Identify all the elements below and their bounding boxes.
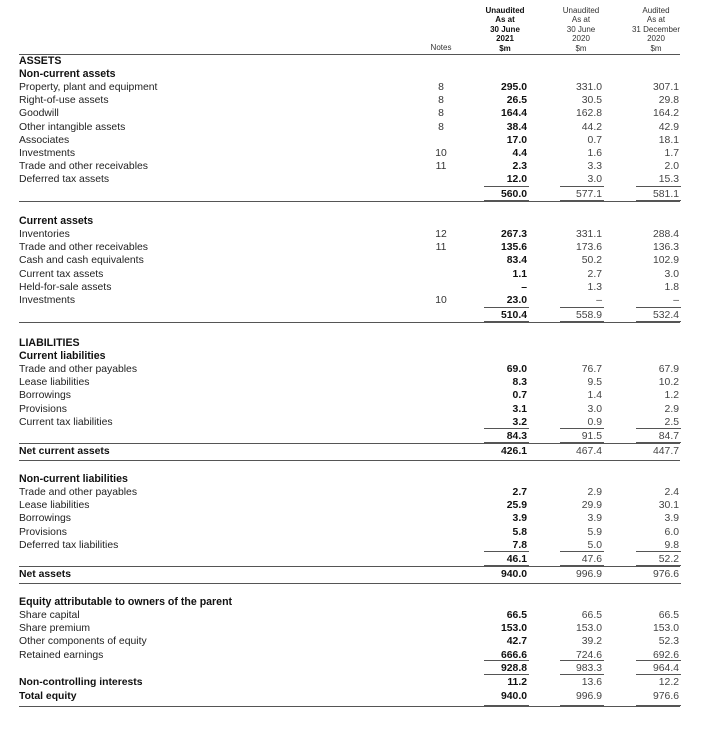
table-row bbox=[0, 81, 714, 94]
row-label: Net current assets bbox=[19, 446, 110, 457]
value-2021: 5.8 bbox=[512, 526, 527, 538]
value-december-2020: 307.1 bbox=[652, 82, 679, 93]
row-label: Associates bbox=[19, 134, 70, 146]
value-december-2020: 976.6 bbox=[652, 691, 679, 702]
rule-line bbox=[484, 660, 529, 661]
value-june-2020: 467.4 bbox=[575, 446, 602, 457]
value-2021: 42.7 bbox=[506, 636, 527, 648]
liabilities-title: LIABILITIES bbox=[19, 337, 80, 349]
table-row bbox=[0, 376, 714, 389]
table-row bbox=[0, 499, 714, 512]
rule-line bbox=[484, 674, 529, 675]
table-row bbox=[0, 254, 714, 267]
value-december-2020: 15.3 bbox=[658, 174, 679, 186]
table-row bbox=[0, 389, 714, 402]
value-december-2020: 30.1 bbox=[658, 500, 679, 512]
table-row bbox=[0, 134, 714, 147]
value-december-2020: 164.2 bbox=[652, 108, 679, 120]
value-2021: 7.8 bbox=[512, 539, 527, 551]
value-june-2020: 996.9 bbox=[575, 691, 602, 702]
header-line: As at bbox=[571, 15, 591, 25]
value-june-2020: 39.2 bbox=[581, 636, 602, 648]
non-current-assets-title: Non-current assets bbox=[19, 68, 116, 80]
value-december-2020: 18.1 bbox=[658, 134, 679, 146]
row-label: Inventories bbox=[19, 229, 70, 240]
value-december-2020: 692.6 bbox=[652, 649, 679, 661]
value-june-2020: 50.2 bbox=[581, 255, 602, 267]
rule-line bbox=[636, 307, 681, 308]
value-june-2020: 2.7 bbox=[587, 268, 602, 280]
value-december-2020: 12.2 bbox=[658, 677, 679, 688]
row-label: Deferred tax assets bbox=[19, 174, 110, 186]
value-june-2020: 44.2 bbox=[581, 121, 602, 133]
value-june-2020: 331.1 bbox=[575, 229, 602, 240]
row-label: Borrowings bbox=[19, 390, 71, 402]
header-rule bbox=[19, 54, 680, 55]
table-row bbox=[0, 445, 714, 458]
value-2021: 0.7 bbox=[512, 390, 527, 402]
row-note: 11 bbox=[435, 161, 447, 173]
table-row bbox=[0, 690, 714, 703]
value-june-2020: 91.5 bbox=[581, 431, 602, 442]
table-row bbox=[0, 526, 714, 539]
table-row bbox=[0, 416, 714, 429]
value-june-2020: 331.0 bbox=[575, 82, 602, 93]
rule-line bbox=[560, 583, 604, 584]
value-june-2020: 0.7 bbox=[587, 134, 602, 146]
table-row bbox=[0, 486, 714, 499]
value-june-2020: 3.0 bbox=[587, 174, 602, 186]
value-2021: 84.3 bbox=[506, 431, 527, 442]
value-december-2020: 84.7 bbox=[658, 431, 679, 442]
value-2021: 940.0 bbox=[500, 569, 527, 580]
value-december-2020: 1.2 bbox=[664, 390, 679, 402]
value-december-2020: 153.0 bbox=[652, 623, 679, 635]
rule-line bbox=[560, 660, 604, 661]
row-note: 8 bbox=[438, 108, 444, 120]
value-december-2020: 29.8 bbox=[658, 95, 679, 107]
value-june-2020: 3.9 bbox=[587, 513, 602, 525]
value-december-2020: 52.3 bbox=[658, 636, 679, 648]
rule-line bbox=[636, 551, 681, 552]
value-2021: 135.6 bbox=[500, 242, 527, 254]
value-december-2020: 6.0 bbox=[664, 526, 679, 538]
value-december-2020: – bbox=[673, 295, 679, 306]
table-row bbox=[0, 430, 714, 443]
current-liabilities-title: Current liabilities bbox=[19, 350, 106, 362]
rule-line bbox=[19, 201, 680, 202]
row-note: 10 bbox=[435, 148, 447, 159]
value-2021: 295.0 bbox=[500, 82, 527, 93]
value-june-2020: 1.3 bbox=[587, 281, 602, 293]
row-label: Share capital bbox=[19, 610, 80, 621]
value-2021: 4.4 bbox=[512, 148, 527, 159]
table-row bbox=[0, 649, 714, 662]
value-june-2020: 558.9 bbox=[575, 310, 602, 321]
table-row bbox=[0, 635, 714, 648]
equity-title: Equity attributable to owners of the parent bbox=[19, 596, 233, 608]
table-row bbox=[0, 622, 714, 635]
rule-line bbox=[19, 322, 680, 323]
value-december-2020: 3.0 bbox=[664, 268, 679, 280]
row-note: 8 bbox=[438, 121, 444, 133]
table-row bbox=[0, 676, 714, 689]
value-2021: 38.4 bbox=[506, 121, 527, 133]
value-june-2020: 47.6 bbox=[581, 554, 602, 565]
value-2021: 69.0 bbox=[506, 364, 527, 375]
value-december-2020: 288.4 bbox=[652, 229, 679, 240]
table-row bbox=[0, 147, 714, 160]
value-2021: 23.0 bbox=[506, 295, 527, 306]
table-row bbox=[0, 241, 714, 254]
column-header-2021 bbox=[474, 6, 536, 53]
value-2021: 3.9 bbox=[512, 513, 527, 525]
header-line: 2021 bbox=[496, 34, 514, 44]
row-label: Goodwill bbox=[19, 108, 59, 120]
value-june-2020: 30.5 bbox=[581, 95, 602, 107]
value-june-2020: 5.9 bbox=[587, 526, 602, 538]
value-2021: 83.4 bbox=[506, 255, 527, 267]
table-row bbox=[0, 309, 714, 322]
rule-line bbox=[560, 551, 604, 552]
row-label: Current tax liabilities bbox=[19, 416, 113, 428]
value-december-2020: 136.3 bbox=[652, 242, 679, 254]
value-june-2020: 0.9 bbox=[587, 416, 602, 428]
rule-line bbox=[484, 428, 529, 429]
rule-line bbox=[560, 705, 604, 706]
value-december-2020: 9.8 bbox=[664, 539, 679, 551]
value-2021: 1.1 bbox=[512, 268, 527, 280]
header-line: As at bbox=[646, 15, 666, 25]
value-december-2020: 1.8 bbox=[664, 281, 679, 293]
value-june-2020: 3.0 bbox=[587, 403, 602, 415]
rule-line bbox=[560, 428, 604, 429]
value-2021: 940.0 bbox=[500, 691, 527, 702]
row-label: Borrowings bbox=[19, 513, 71, 525]
value-december-2020: 2.4 bbox=[664, 487, 679, 498]
value-june-2020: 13.6 bbox=[581, 677, 602, 688]
value-2021: 2.7 bbox=[512, 487, 527, 498]
value-2021: 666.6 bbox=[500, 649, 527, 661]
value-2021: 3.1 bbox=[512, 403, 527, 415]
header-line: 30 June bbox=[566, 24, 596, 34]
value-december-2020: 3.9 bbox=[664, 513, 679, 525]
table-row bbox=[0, 662, 714, 675]
notes-header: Notes bbox=[430, 43, 452, 52]
row-label: Cash and cash equivalents bbox=[19, 255, 144, 267]
header-line: 30 June bbox=[490, 24, 520, 34]
row-label: Share premium bbox=[19, 623, 91, 635]
row-label: Property, plant and equipment bbox=[19, 82, 158, 93]
value-june-2020: 724.6 bbox=[575, 649, 602, 661]
row-label: Total equity bbox=[19, 691, 77, 702]
header-line: As at bbox=[495, 15, 515, 25]
value-june-2020: 996.9 bbox=[575, 569, 602, 580]
value-december-2020: 102.9 bbox=[652, 255, 679, 267]
column-header-june-2020 bbox=[550, 6, 612, 53]
value-june-2020: 162.8 bbox=[575, 108, 602, 120]
rule-line bbox=[484, 186, 529, 187]
table-row bbox=[0, 188, 714, 201]
row-label: Trade and other payables bbox=[19, 364, 138, 375]
value-june-2020: 173.6 bbox=[575, 242, 602, 254]
rule-line bbox=[560, 307, 604, 308]
row-label: Retained earnings bbox=[19, 649, 104, 661]
table-row bbox=[0, 121, 714, 134]
non-current-liabilities-title: Non-current liabilities bbox=[19, 473, 128, 485]
value-2021: 164.4 bbox=[500, 108, 527, 120]
rule-line bbox=[636, 705, 681, 706]
table-row bbox=[0, 363, 714, 376]
row-label: Provisions bbox=[19, 403, 67, 415]
row-label: Trade and other receivables bbox=[19, 161, 148, 173]
table-row bbox=[0, 512, 714, 525]
value-2021: 2.3 bbox=[512, 161, 527, 173]
header-line: $m bbox=[575, 43, 587, 53]
row-label: Current tax assets bbox=[19, 268, 104, 280]
rule-line bbox=[636, 583, 681, 584]
value-december-2020: 976.6 bbox=[652, 569, 679, 580]
value-2021: 510.4 bbox=[500, 310, 527, 321]
row-label: Right-of-use assets bbox=[19, 95, 109, 107]
table-row bbox=[0, 160, 714, 173]
value-june-2020: 5.0 bbox=[587, 539, 602, 551]
header-line: $m bbox=[650, 43, 662, 53]
rule-line bbox=[484, 307, 529, 308]
row-note: 12 bbox=[435, 229, 447, 240]
value-2021: 3.2 bbox=[512, 416, 527, 428]
value-june-2020: 3.3 bbox=[587, 161, 602, 173]
value-june-2020: 76.7 bbox=[581, 364, 602, 375]
row-label: Other intangible assets bbox=[19, 121, 126, 133]
table-row bbox=[0, 609, 714, 622]
value-june-2020: 983.3 bbox=[575, 663, 602, 674]
row-label: Deferred tax liabilities bbox=[19, 539, 119, 551]
value-2021: 560.0 bbox=[500, 189, 527, 200]
row-label: Investments bbox=[19, 295, 76, 306]
table-row bbox=[0, 268, 714, 281]
rule-line bbox=[484, 583, 529, 584]
value-december-2020: 532.4 bbox=[652, 310, 679, 321]
value-2021: 46.1 bbox=[506, 554, 527, 565]
rule-line bbox=[636, 428, 681, 429]
rule-line bbox=[636, 186, 681, 187]
header-line: 31 December bbox=[631, 24, 681, 34]
value-june-2020: 153.0 bbox=[575, 623, 602, 635]
value-june-2020: 9.5 bbox=[587, 377, 602, 389]
table-row bbox=[0, 539, 714, 552]
value-2021: 26.5 bbox=[506, 95, 527, 107]
value-2021: 12.0 bbox=[506, 174, 527, 186]
header-line: Unaudited bbox=[485, 6, 525, 15]
row-label: Lease liabilities bbox=[19, 500, 90, 512]
rule-line bbox=[560, 674, 604, 675]
value-december-2020: 66.5 bbox=[658, 610, 679, 621]
table-row bbox=[0, 107, 714, 120]
value-december-2020: 2.5 bbox=[664, 416, 679, 428]
value-june-2020: 577.1 bbox=[575, 189, 602, 200]
row-note: 8 bbox=[438, 95, 444, 107]
row-label: Provisions bbox=[19, 526, 67, 538]
value-december-2020: 2.9 bbox=[664, 403, 679, 415]
header-line: Audited bbox=[642, 6, 670, 15]
row-note: 8 bbox=[438, 82, 444, 93]
row-note: 11 bbox=[435, 242, 447, 254]
value-june-2020: 66.5 bbox=[581, 610, 602, 621]
row-label: Trade and other receivables bbox=[19, 242, 148, 254]
column-header-december-2020 bbox=[616, 6, 696, 53]
value-2021: 426.1 bbox=[500, 446, 527, 457]
value-december-2020: 1.7 bbox=[664, 148, 679, 159]
row-label: Non-controlling interests bbox=[19, 677, 143, 688]
header-line: 2020 bbox=[647, 34, 665, 44]
row-note: 10 bbox=[435, 295, 447, 306]
rule-line bbox=[19, 460, 680, 461]
header-line: 2020 bbox=[572, 34, 590, 44]
value-june-2020: 1.6 bbox=[587, 148, 602, 159]
value-2021: 25.9 bbox=[506, 500, 527, 512]
value-june-2020: 2.9 bbox=[587, 487, 602, 498]
value-2021: 267.3 bbox=[500, 229, 527, 240]
value-december-2020: 964.4 bbox=[652, 663, 679, 674]
value-december-2020: 52.2 bbox=[658, 554, 679, 565]
table-row bbox=[0, 281, 714, 294]
table-row bbox=[0, 403, 714, 416]
value-2021: 928.8 bbox=[500, 663, 527, 674]
row-label: Net assets bbox=[19, 569, 71, 580]
current-assets-title: Current assets bbox=[19, 215, 94, 227]
table-row bbox=[0, 294, 714, 307]
header-line: Unaudited bbox=[562, 6, 600, 15]
row-label: Held-for-sale assets bbox=[19, 281, 112, 293]
value-december-2020: 447.7 bbox=[652, 446, 679, 457]
value-2021: 11.2 bbox=[507, 677, 527, 688]
row-label: Trade and other payables bbox=[19, 487, 138, 498]
rule-line bbox=[636, 674, 681, 675]
value-2021: – bbox=[521, 281, 527, 293]
value-june-2020: 29.9 bbox=[581, 500, 602, 512]
value-december-2020: 2.0 bbox=[664, 161, 679, 173]
rule-line bbox=[636, 660, 681, 661]
table-row bbox=[0, 568, 714, 581]
value-june-2020: 1.4 bbox=[587, 390, 602, 402]
row-label: Lease liabilities bbox=[19, 377, 90, 389]
table-row bbox=[0, 94, 714, 107]
value-2021: 17.0 bbox=[506, 134, 527, 146]
value-december-2020: 42.9 bbox=[658, 121, 679, 133]
assets-title: ASSETS bbox=[19, 55, 62, 67]
row-label: Investments bbox=[19, 148, 76, 159]
rule-line bbox=[484, 551, 529, 552]
row-label: Other components of equity bbox=[19, 636, 147, 648]
value-december-2020: 67.9 bbox=[658, 364, 679, 375]
header-line: $m bbox=[499, 43, 511, 53]
rule-line bbox=[19, 443, 680, 444]
value-2021: 66.5 bbox=[506, 610, 527, 621]
value-december-2020: 10.2 bbox=[658, 377, 679, 389]
value-2021: 153.0 bbox=[500, 623, 527, 635]
table-row bbox=[0, 228, 714, 241]
table-row bbox=[0, 173, 714, 186]
table-row bbox=[0, 553, 714, 566]
value-june-2020: – bbox=[596, 295, 602, 306]
value-december-2020: 581.1 bbox=[652, 189, 679, 200]
rule-line bbox=[484, 705, 529, 706]
rule-line bbox=[560, 186, 604, 187]
rule-line bbox=[19, 566, 680, 567]
value-2021: 8.3 bbox=[512, 377, 527, 389]
